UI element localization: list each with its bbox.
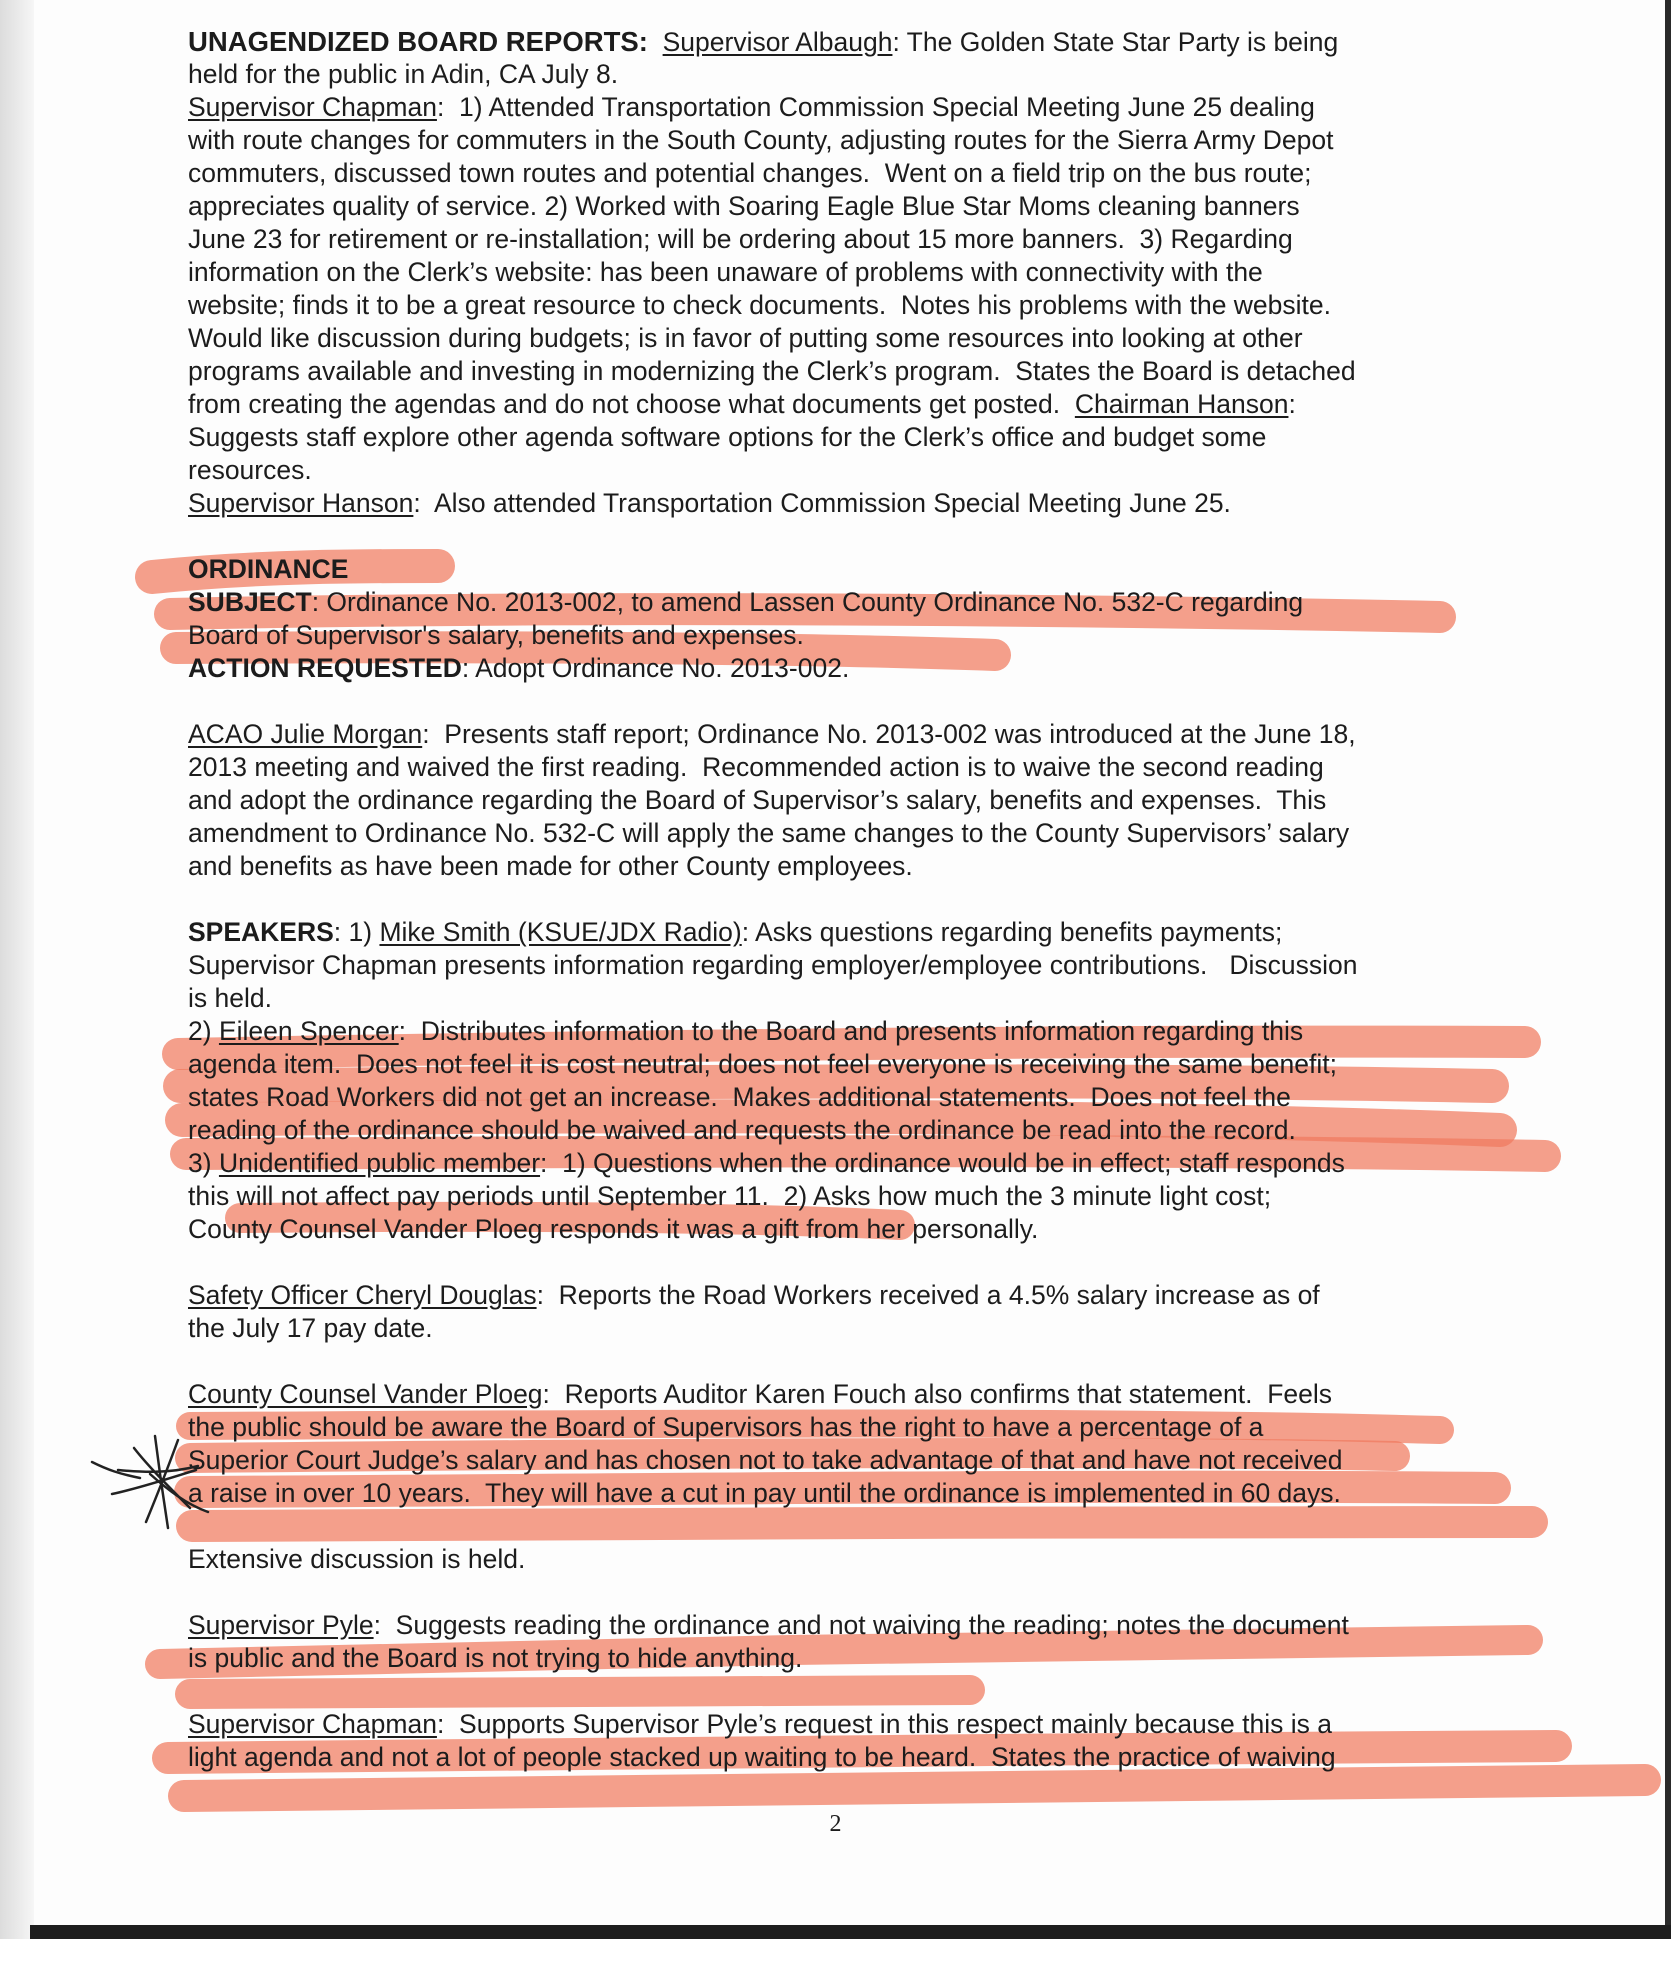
line-text: programs available and investing in modernizing the Clerk’s program. States the Board is detached: [188, 356, 1356, 386]
line-text: Extensive discussion is held.: [188, 1544, 526, 1574]
line-text: : Reports the Road Workers received a 4.5% salary increase as of: [536, 1280, 1320, 1310]
blank-line: [188, 1345, 1508, 1378]
text-line: [188, 157, 1508, 190]
text-line: [188, 421, 1508, 454]
line-text: held for the public in Adin, CA July 8.: [188, 59, 619, 89]
text-line: [188, 1609, 1508, 1642]
speaker-name: Supervisor Albaugh: [662, 27, 893, 57]
speaker-name: Chairman Hanson: [1074, 389, 1289, 419]
text-line: [188, 784, 1508, 817]
text-line: [188, 322, 1508, 355]
text-line: [188, 58, 1508, 91]
text-line: [188, 256, 1508, 289]
speaker-name: Supervisor Pyle: [188, 1610, 374, 1640]
line-text: states Road Workers did not get an increase. Makes additional statements. Does not feel the: [188, 1082, 1291, 1112]
line-text: : The Golden State Star Party is being: [892, 27, 1339, 57]
line-text: : Adopt Ordinance No. 2013-002.: [461, 653, 850, 683]
scan-left-shadow: [0, 0, 34, 1967]
scan-bottom-edge: [30, 1925, 1671, 1939]
line-text: County Counsel Vander Ploeg responds it was a gift from her personally.: [188, 1214, 1039, 1244]
speaker-name: Safety Officer Cheryl Douglas: [188, 1280, 537, 1310]
line-text: is public and the Board is not trying to hide anything.: [188, 1643, 803, 1673]
blank-line: [188, 1510, 1508, 1543]
speaker-name: ACAO Julie Morgan: [188, 719, 423, 749]
text-line: [188, 1312, 1508, 1345]
text-line: [188, 124, 1508, 157]
blank-line: [188, 520, 1508, 553]
line-text: information on the Clerk’s website: has been unaware of problems with connectivity with the: [188, 257, 1263, 287]
text-line: [188, 1444, 1508, 1477]
line-text: : Also attended Transportation Commission Special Meeting June 25.: [413, 488, 1231, 518]
line-text: June 23 for retirement or re-installation; will be ordering about 15 more banners. 3) Regarding: [188, 224, 1293, 254]
speaker-name: Eileen Spencer: [218, 1016, 399, 1046]
section-label: SPEAKERS: [188, 917, 334, 947]
text-line: [188, 916, 1508, 949]
text-line: [188, 817, 1508, 850]
line-text: : Presents staff report; Ordinance No. 2013-002 was introduced at the June 18,: [422, 719, 1356, 749]
line-text: light agenda and not a lot of people stacked up waiting to be heard. States the practice of waiving: [188, 1742, 1336, 1772]
line-text: this will not affect pay periods until September 11. 2) Asks how much the 3 minute light cost;: [188, 1181, 1272, 1211]
text-line: [188, 850, 1508, 883]
scan-bottom-margin: [0, 1939, 1671, 1967]
line-text: 2013 meeting and waived the first reading. Recommended action is to waive the second reading: [188, 752, 1324, 782]
line-text: Board of Supervisor's salary, benefits and expenses.: [188, 620, 804, 650]
line-text: the July 17 pay date.: [188, 1313, 433, 1343]
text-line: [188, 355, 1508, 388]
line-text: [648, 27, 663, 57]
text-line: [188, 25, 1508, 58]
text-line: [188, 718, 1508, 751]
minutes-body: [188, 25, 1508, 1774]
text-line: [188, 751, 1508, 784]
text-line: [188, 982, 1508, 1015]
blank-line: [188, 1576, 1508, 1609]
text-line: [188, 454, 1508, 487]
line-text: website; finds it to be a great resource to check documents. Notes his problems with the website.: [188, 290, 1332, 320]
line-text: appreciates quality of service. 2) Worked with Soaring Eagle Blue Star Moms cleaning banners: [188, 191, 1300, 221]
line-text: commuters, discussed town routes and potential changes. Went on a field trip on the bus route;: [188, 158, 1312, 188]
text-line: [188, 1378, 1508, 1411]
section-label: ORDINANCE: [188, 554, 349, 584]
line-text: is held.: [188, 983, 272, 1013]
line-text: 3): [188, 1148, 219, 1178]
text-line: [188, 1147, 1508, 1180]
section-heading: UNAGENDIZED BOARD REPORTS:: [188, 26, 648, 57]
speaker-name: Supervisor Hanson: [188, 488, 414, 518]
speaker-name: Unidentified public member: [218, 1148, 541, 1178]
section-label: ACTION REQUESTED: [188, 653, 462, 683]
line-text: Supervisor Chapman presents information regarding employer/employee contributions. Discussion: [188, 950, 1358, 980]
text-line: [188, 553, 1508, 586]
line-text: : Asks questions regarding benefits payments;: [741, 917, 1283, 947]
text-line: [188, 1642, 1508, 1675]
blank-line: [188, 1675, 1508, 1708]
text-line: [188, 586, 1508, 619]
blank-line: [188, 883, 1508, 916]
text-line: [188, 1741, 1508, 1774]
line-text: and adopt the ordinance regarding the Board of Supervisor’s salary, benefits and expenses. This: [188, 785, 1327, 815]
text-line: [188, 1543, 1508, 1576]
text-line: [188, 1015, 1508, 1048]
text-line: [188, 190, 1508, 223]
section-label: SUBJECT: [188, 587, 312, 617]
line-text: : Reports Auditor Karen Fouch also confirms that statement. Feels: [542, 1379, 1333, 1409]
blank-line: [188, 1246, 1508, 1279]
speaker-name: Supervisor Chapman: [188, 1709, 437, 1739]
line-text: : Distributes information to the Board and presents information regarding this: [398, 1016, 1304, 1046]
line-text: with route changes for commuters in the South County, adjusting routes for the Sierra Army Depot: [188, 125, 1334, 155]
text-line: [188, 949, 1508, 982]
text-line: [188, 1411, 1508, 1444]
line-text: amendment to Ordinance No. 532-C will apply the same changes to the County Supervisors’ salary: [188, 818, 1350, 848]
line-text: : 1) Questions when the ordinance would be in effect; staff responds: [540, 1148, 1345, 1178]
line-text: from creating the agendas and do not choose what documents get posted.: [188, 389, 1075, 419]
line-text: a raise in over 10 years. They will have a cut in pay until the ordinance is implemented in 60 days.: [188, 1478, 1341, 1508]
text-line: [188, 1477, 1508, 1510]
speaker-name: County Counsel Vander Ploeg: [188, 1379, 543, 1409]
line-text: : Suggests reading the ordinance and not waiving the reading; notes the document: [373, 1610, 1349, 1640]
line-text: resources.: [188, 455, 312, 485]
line-text: the public should be aware the Board of Supervisors has the right to have a percentage of a: [188, 1412, 1264, 1442]
line-text: reading of the ordinance should be waived and requests the ordinance be read into the record.: [188, 1115, 1296, 1145]
text-line: [188, 619, 1508, 652]
line-text: Superior Court Judge’s salary and has chosen not to take advantage of that and have not received: [188, 1445, 1343, 1475]
line-text: : Supports Supervisor Pyle’s request in this respect mainly because this is a: [436, 1709, 1332, 1739]
text-line: [188, 1213, 1508, 1246]
line-text: :: [1288, 389, 1296, 419]
text-line: [188, 487, 1508, 520]
speaker-name: Mike Smith (KSUE/JDX Radio): [379, 917, 742, 947]
text-line: [188, 1279, 1508, 1312]
line-text: : Ordinance No. 2013-002, to amend Lassen County Ordinance No. 532-C regarding: [311, 587, 1304, 617]
scan-right-edge: [1665, 0, 1671, 1967]
line-text: : 1) Attended Transportation Commission Special Meeting June 25 dealing: [436, 92, 1315, 122]
text-line: [188, 388, 1508, 421]
text-line: [188, 1081, 1508, 1114]
text-line: [188, 91, 1508, 124]
text-line: [188, 652, 1508, 685]
line-text: : 1): [333, 917, 380, 947]
text-line: [188, 1180, 1508, 1213]
line-text: Suggests staff explore other agenda software options for the Clerk’s office and budget some: [188, 422, 1267, 452]
text-line: [188, 1048, 1508, 1081]
line-text: and benefits as have been made for other County employees.: [188, 851, 913, 881]
text-line: [188, 223, 1508, 256]
text-line: [188, 289, 1508, 322]
blank-line: [188, 685, 1508, 718]
speaker-name: Supervisor Chapman: [188, 92, 437, 122]
highlight-chapman-2: [184, 1780, 1645, 1796]
text-line: [188, 1708, 1508, 1741]
line-text: Would like discussion during budgets; is in favor of putting some resources into looking at other: [188, 323, 1303, 353]
line-text: agenda item. Does not feel it is cost neutral; does not feel everyone is receiving the same benefit;: [188, 1049, 1337, 1079]
line-text: 2): [188, 1016, 219, 1046]
text-line: [188, 1114, 1508, 1147]
page-number: 2: [829, 1811, 842, 1837]
